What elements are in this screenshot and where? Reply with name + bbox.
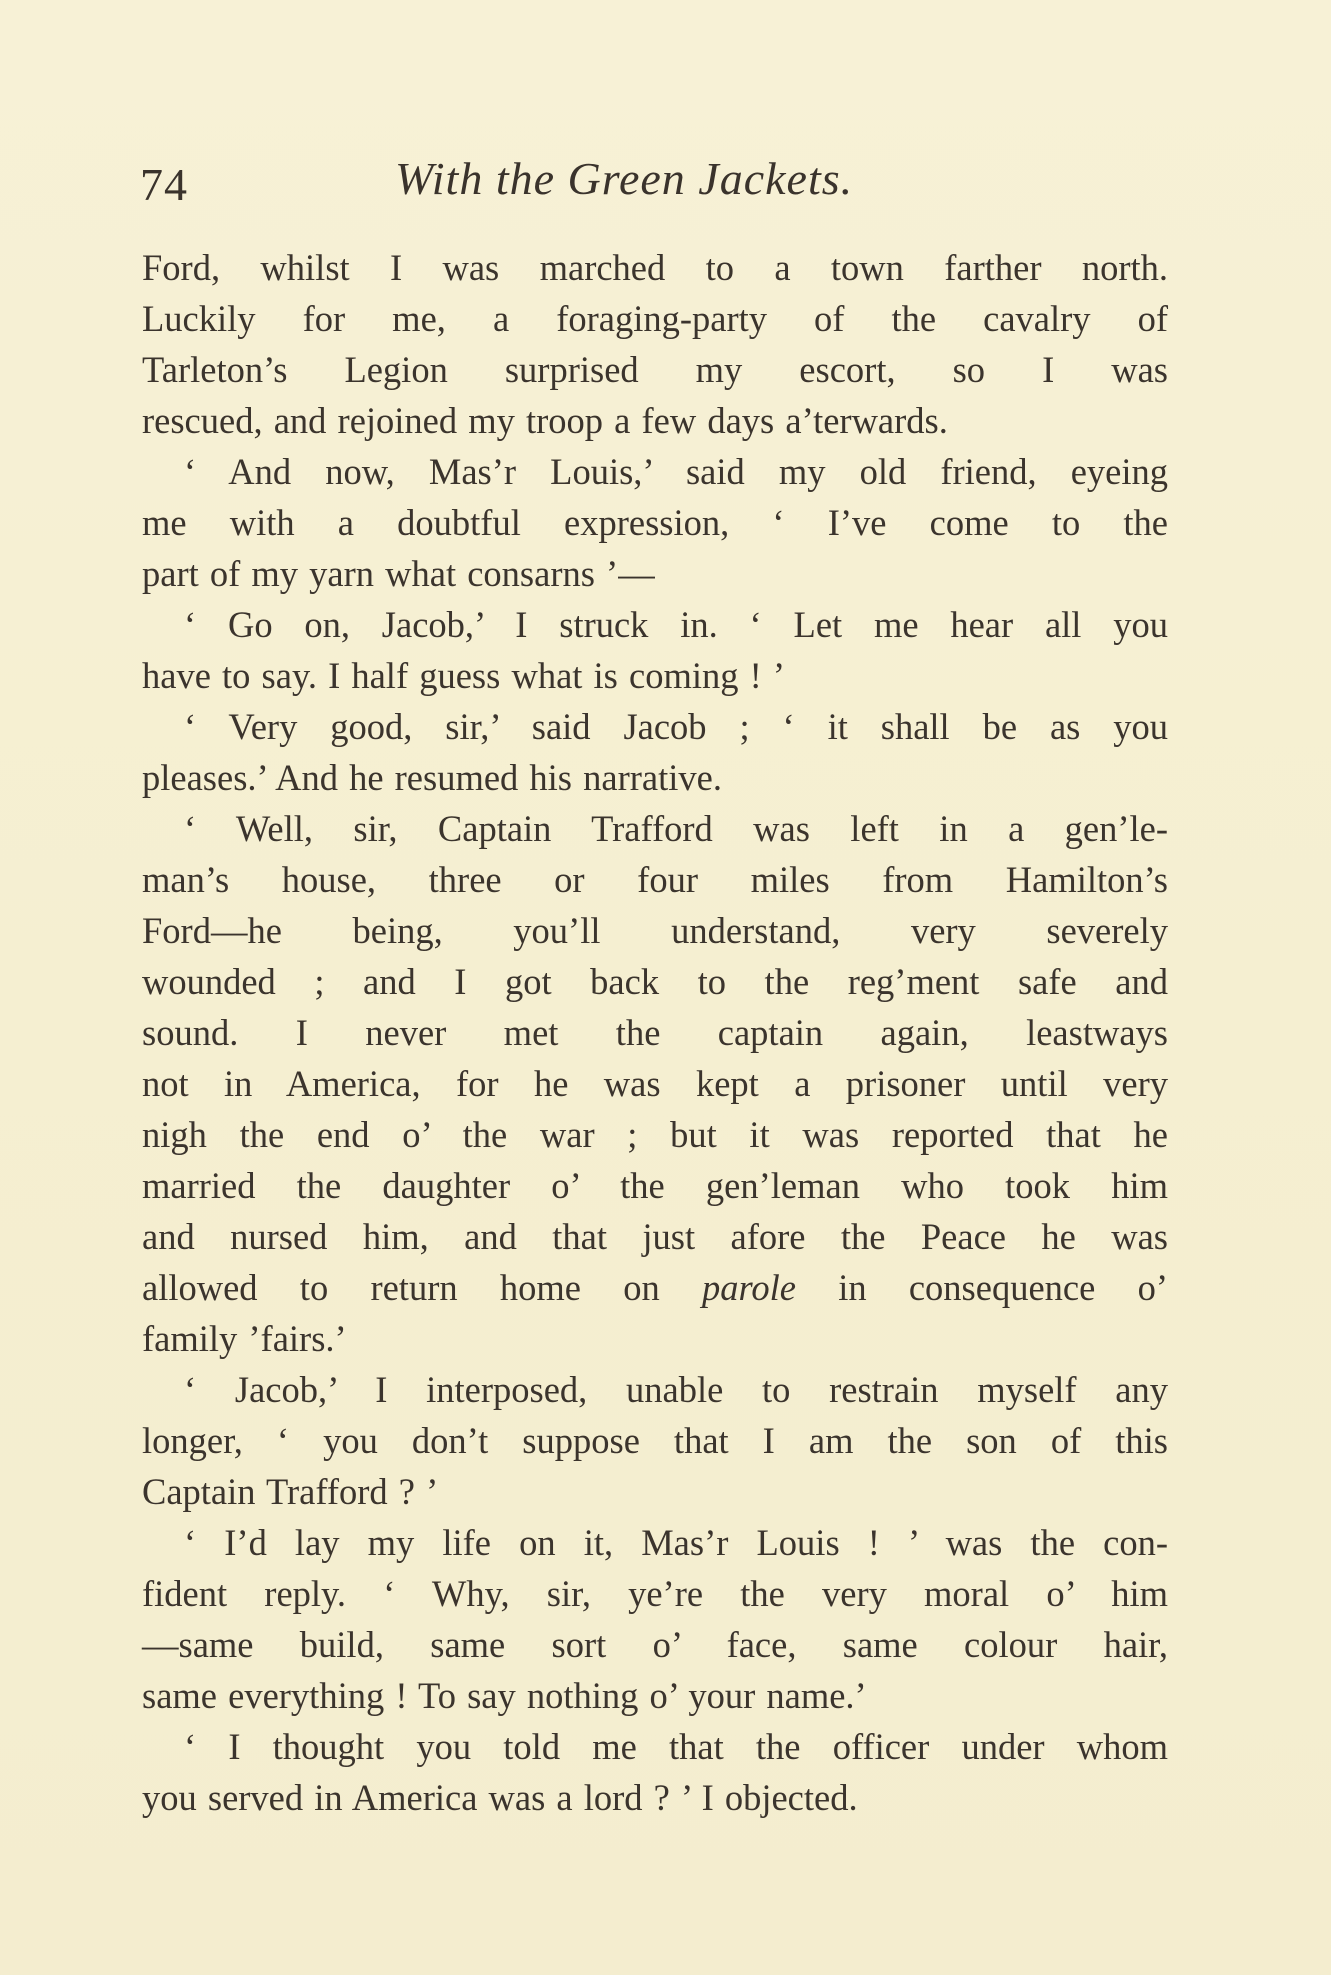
text-line-parole bbox=[142, 1262, 1168, 1313]
text-line: and nursed him, and that just afore the Peace he was bbox=[142, 1216, 1168, 1257]
text-line: nigh the end o’ the war ; but it was reported that he bbox=[142, 1114, 1168, 1155]
text-line: ‘ And now, Mas’r Louis,’ said my old friend, eyeing bbox=[184, 451, 1168, 492]
text-line: longer, ‘ you don’t suppose that I am the son of this bbox=[142, 1420, 1168, 1461]
text-line: sound. I never met the captain again, leastways bbox=[142, 1012, 1168, 1053]
text-line: Tarleton’s Legion surprised my escort, so I was bbox=[142, 349, 1168, 390]
text-line: ‘ I thought you told me that the officer under whom bbox=[184, 1726, 1168, 1767]
text-line: ‘ I’d lay my life on it, Mas’r Louis ! ’ was the con- bbox=[184, 1522, 1168, 1563]
text-line: ‘ Well, sir, Captain Trafford was left in a gen’le- bbox=[184, 808, 1168, 849]
text-line: ‘ Go on, Jacob,’ I struck in. ‘ Let me hear all you bbox=[184, 604, 1168, 645]
page-number: 74 bbox=[140, 159, 188, 210]
text-line: fident reply. ‘ Why, sir, ye’re the very moral o’ him bbox=[142, 1573, 1168, 1614]
text-line: me with a doubtful expression, ‘ I’ve come to the bbox=[142, 502, 1168, 543]
parole-before: allowed to return home on bbox=[142, 1267, 702, 1308]
text-line: family ’fairs.’ bbox=[142, 1318, 347, 1359]
text-line: wounded ; and I got back to the reg’ment safe and bbox=[142, 961, 1168, 1002]
text-line: Ford—he being, you’ll understand, very severely bbox=[142, 910, 1168, 951]
text-line: rescued, and rejoined my troop a few days a’terwards. bbox=[142, 400, 948, 441]
text-line: have to say. I half guess what is coming ! ’ bbox=[142, 655, 786, 696]
text-line: —same build, same sort o’ face, same colour hair, bbox=[142, 1624, 1168, 1665]
page-header bbox=[140, 152, 1180, 212]
text-line: Captain Trafford ? ’ bbox=[142, 1471, 439, 1512]
text-line: Ford, whilst I was marched to a town farther north. bbox=[142, 247, 1168, 288]
text-line: ‘ Very good, sir,’ said Jacob ; ‘ it shall be as you bbox=[184, 706, 1168, 747]
body-text bbox=[142, 242, 1168, 1823]
text-line: not in America, for he was kept a prisoner until very bbox=[142, 1063, 1168, 1104]
text-line: man’s house, three or four miles from Hamilton’s bbox=[142, 859, 1168, 900]
text-line: you served in America was a lord ? ’ I objected. bbox=[142, 1777, 858, 1818]
text-line: ‘ Jacob,’ I interposed, unable to restrain myself any bbox=[184, 1369, 1168, 1410]
text-line: part of my yarn what consarns ’— bbox=[142, 553, 655, 594]
running-title: With the Green Jackets. bbox=[395, 153, 854, 204]
text-line: married the daughter o’ the gen’leman who took him bbox=[142, 1165, 1168, 1206]
text-line: pleases.’ And he resumed his narrative. bbox=[142, 757, 722, 798]
text-line: same everything ! To say nothing o’ your name.’ bbox=[142, 1675, 867, 1716]
parole-after: in consequence o’ bbox=[795, 1267, 1168, 1308]
parole-italic: parole bbox=[701, 1267, 796, 1308]
text-line: Luckily for me, a foraging-party of the cavalry of bbox=[142, 298, 1168, 339]
